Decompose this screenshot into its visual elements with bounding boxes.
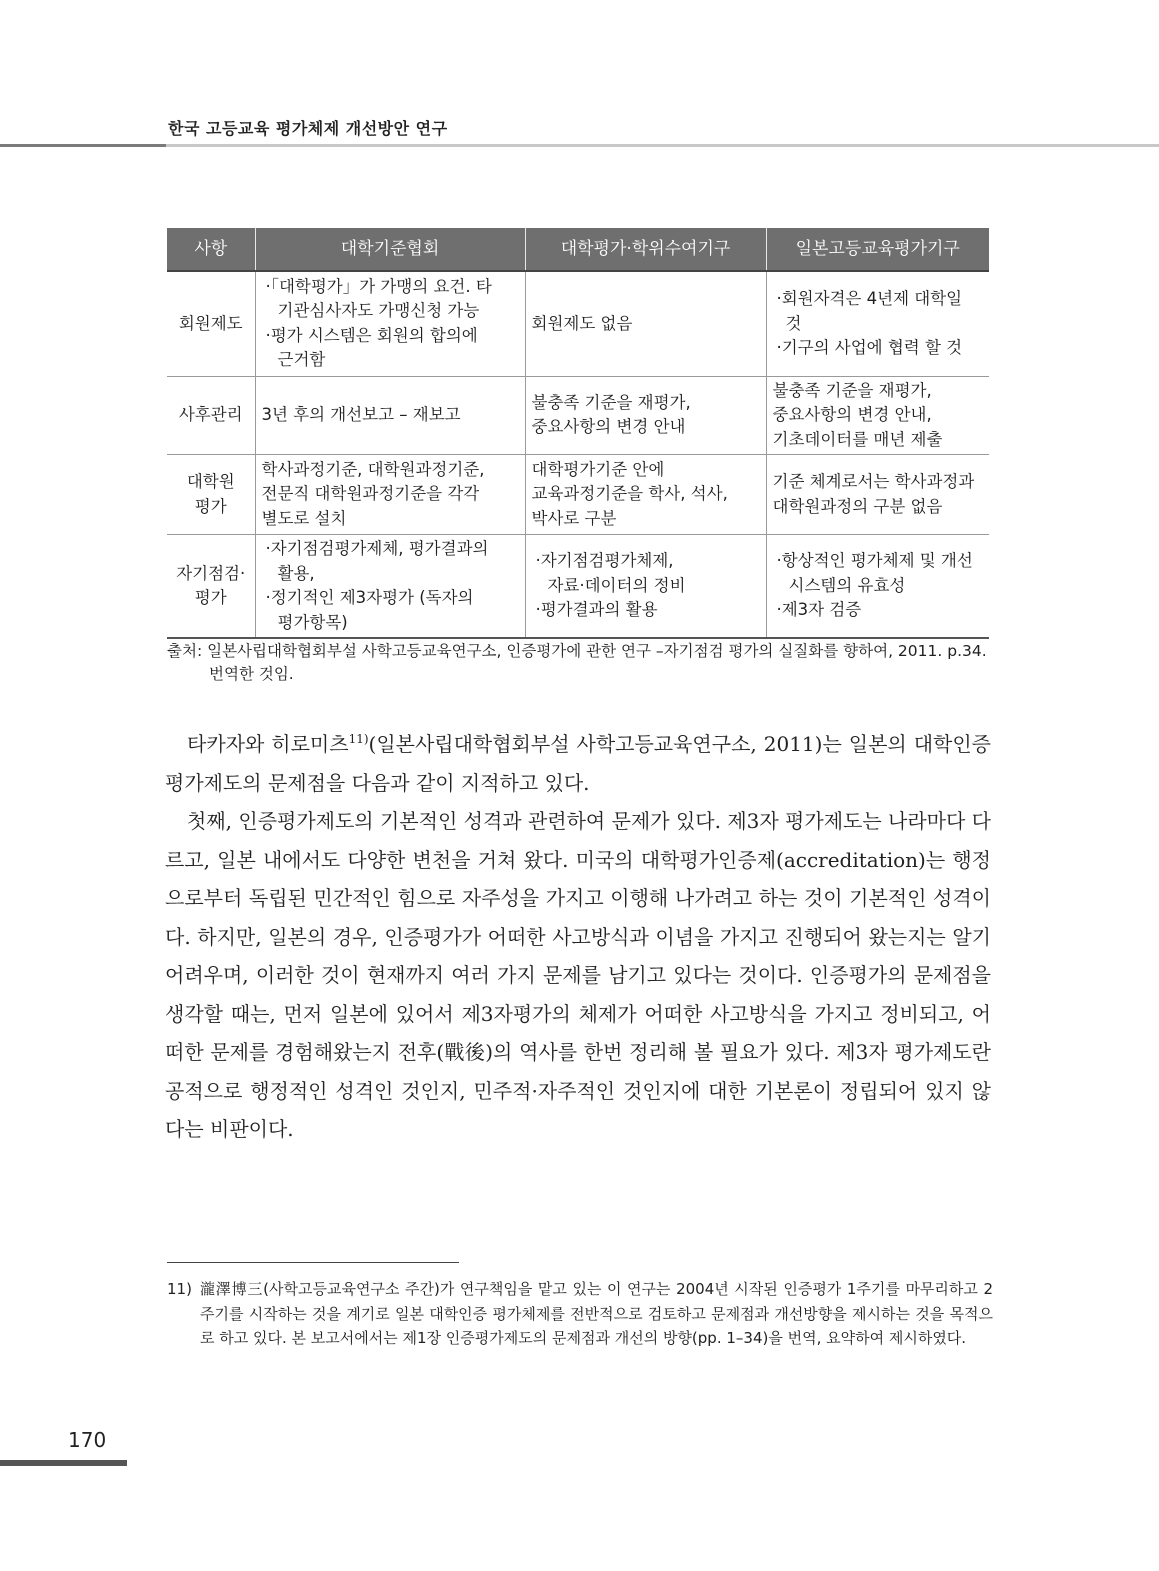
source-text: 일본사립대학협회부설 사학고등교육연구소, 인증평가에 관한 연구 –자기점검 평가의 실질화를 향하여, 2011. p.34. (207, 642, 987, 660)
table-cell: ·자기점검평가제체, 평가결과의 활용, ·정기적인 제3자평가 (독자의 평가항목) (255, 535, 525, 639)
table-cell: 학사과정기준, 대학원과정기준, 전문직 대학원과정기준을 각각 별도로 설치 (255, 455, 525, 535)
paragraph: 첫째, 인증평가제도의 기본적인 성격과 관련하여 문제가 있다. 제3자 평가제도는 나라마다 다르고, 일본 내에서도 다양한 변천을 거쳐 왔다. 미국의 대학평가인증제(accreditation)는 행정으로부터 독립된 민간적인 힘으로 자주성을 가지고 이행해 나가려고 하는 것이 기본적인 성격이다. 하지만, 일본의 경우, 인증평가가 어떠한 사고방식과 이념을 가지고 진행되어 왔는지는 알기 어려우며, 이러한 것이 현재까지 여러 가지 문제를 남기고 있다는 것이다. 인증평가의 문제점을 생각할 때는, 먼저 일본에 있어서 제3자평가의 체제가 어떠한 사고방식을 가지고 정비되고, 어떠한 문제를 경험해왔는지 전후(戰後)의 역사를 한번 정리해 볼 필요가 있다. 제3자 평가제도란 공적으로 행정적인 성격인 것인지, 민주적·자주적인 것인지에 대한 기본론이 정립되어 있지 않다는 비판이다. (165, 809, 991, 1141)
header-rule (0, 144, 1159, 147)
body-text (165, 725, 991, 1149)
column-header: 일본고등교육평가기구 (766, 228, 989, 271)
footnote (167, 1277, 993, 1351)
table-cell: 불충족 기준을 재평가, 중요사항의 변경 안내 (525, 376, 766, 455)
footnote-divider (167, 1262, 459, 1263)
row-label: 자기점검· 평가 (167, 535, 255, 639)
table-cell: ·「대학평가」가 가맹의 요건. 타 기관심사자도 가맹신청 가능 ·평가 시스템은 회원의 합의에 근거함 (255, 271, 525, 376)
table-cell: 기준 체계로서는 학사과정과 대학원과정의 구분 없음 (766, 455, 989, 535)
table-row (167, 376, 989, 455)
source-text-continued: 번역한 것임. (209, 665, 294, 683)
footnote-reference[interactable]: 11) (348, 732, 369, 746)
column-header: 대학기준협회 (255, 228, 525, 271)
comparison-table (167, 228, 989, 639)
footnote-number: 11) (167, 1280, 192, 1298)
table-cell: ·항상적인 평가체제 및 개선 시스템의 유효성 ·제3자 검증 (766, 535, 989, 639)
table-cell: 3년 후의 개선보고 – 재보고 (255, 376, 525, 455)
table-header-row (167, 228, 989, 271)
source-label: 출처: (167, 642, 203, 660)
page-number-bar (0, 1460, 127, 1466)
table-row (167, 455, 989, 535)
table-cell: 대학평가기준 안에 교육과정기준을 학사, 석사, 박사로 구분 (525, 455, 766, 535)
table-cell: 불충족 기준을 재평가, 중요사항의 변경 안내, 기초데이터를 매년 제출 (766, 376, 989, 455)
footnote-text: 瀧澤博三(사학고등교육연구소 주간)가 연구책임을 맡고 있는 이 연구는 2004년 시작된 인증평가 1주기를 마무리하고 2주기를 시작하는 것을 계기로 일본 대학인증 평가체제를 전반적으로 검토하고 문제점과 개선방향을 제시하는 것을 목적으로 하고 있다. 본 보고서에서는 제1장 인증평가제도의 문제점과 개선의 방향(pp. 1–34)을 번역, 요약하여 제시하였다. (200, 1280, 993, 1347)
column-header: 대학평가·학위수여기구 (525, 228, 766, 271)
paragraph: 타카자와 히로미츠$^{11)}$(일본사립대학협회부설 사학고등교육연구소, 2011)는 일본의 대학인증평가제도의 문제점을 다음과 같이 지적하고 있다. (165, 732, 991, 795)
header-rule-accent (0, 144, 166, 147)
table-source-note (167, 640, 997, 686)
running-header: 한국 고등교육 평가체제 개선방안 연구 (168, 119, 448, 138)
table-row (167, 535, 989, 639)
column-header: 사항 (167, 228, 255, 271)
table-cell: ·자기점검평가체제, 자료·데이터의 정비 ·평가결과의 활용 (525, 535, 766, 639)
row-label: 사후관리 (167, 376, 255, 455)
row-label: 대학원 평가 (167, 455, 255, 535)
table-cell: ·회원자격은 4년제 대학일 것 ·기구의 사업에 협력 할 것 (766, 271, 989, 376)
page-number: 170 (68, 1428, 107, 1452)
row-label: 회원제도 (167, 271, 255, 376)
table-cell: 회원제도 없음 (525, 271, 766, 376)
table-row (167, 271, 989, 376)
